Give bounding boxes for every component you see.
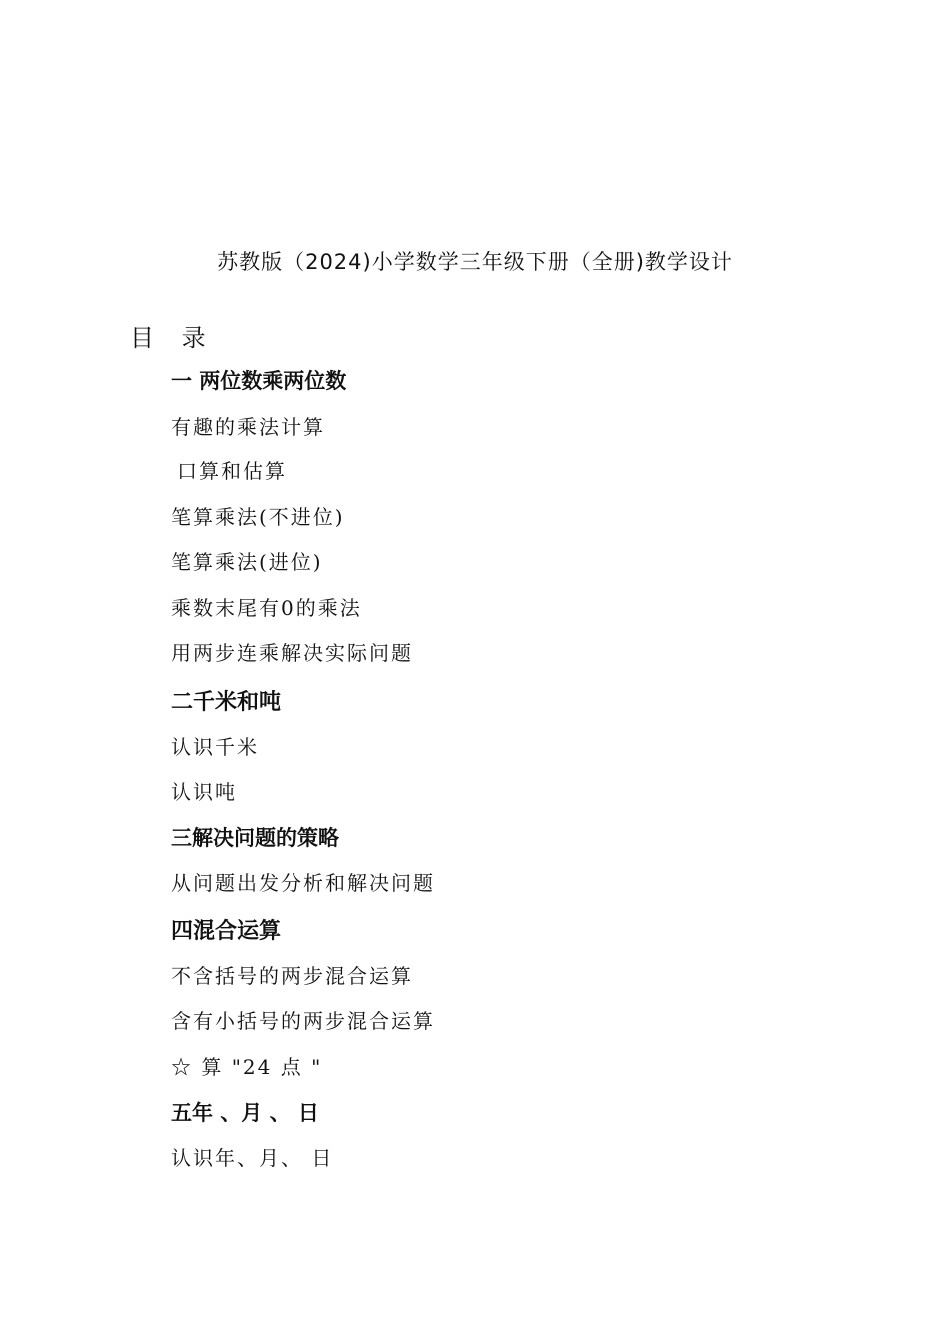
toc-lesson[interactable]: 从问题出发分析和解决问题	[171, 871, 435, 895]
document-title: 苏教版（2024)小学数学三年级下册（全册)教学设计	[217, 250, 733, 274]
toc-lesson[interactable]: 认识千米	[171, 735, 259, 759]
toc-chapter-2[interactable]: 二千米和吨	[171, 690, 282, 715]
toc-heading: 目 录	[130, 324, 216, 352]
toc-lesson[interactable]: 有趣的乘法计算	[171, 415, 325, 439]
toc-lesson[interactable]: 认识年、月、 日	[171, 1146, 334, 1170]
toc-chapter-3[interactable]: 三解决问题的策略	[171, 826, 339, 850]
toc-lesson[interactable]: 乘数末尾有0的乘法	[171, 596, 362, 620]
toc-lesson[interactable]: 用两步连乘解决实际问题	[171, 641, 413, 665]
toc-lesson[interactable]: 不含括号的两步混合运算	[171, 964, 413, 988]
toc-lesson[interactable]: 笔算乘法(不进位)	[171, 505, 345, 529]
toc-chapter-1[interactable]: 一 两位数乘两位数	[171, 369, 347, 393]
toc-lesson[interactable]: 含有小括号的两步混合运算	[171, 1009, 435, 1033]
toc-lesson[interactable]: ☆ 算 "24 点 "	[171, 1055, 323, 1079]
toc-lesson[interactable]: 认识吨	[171, 780, 237, 804]
toc-lesson[interactable]: 口算和估算	[177, 459, 287, 483]
toc-lesson[interactable]: 笔算乘法(进位)	[171, 550, 323, 574]
toc-chapter-4[interactable]: 四混合运算	[171, 919, 282, 944]
toc-chapter-5[interactable]: 五年 、月 、 日	[171, 1101, 319, 1125]
